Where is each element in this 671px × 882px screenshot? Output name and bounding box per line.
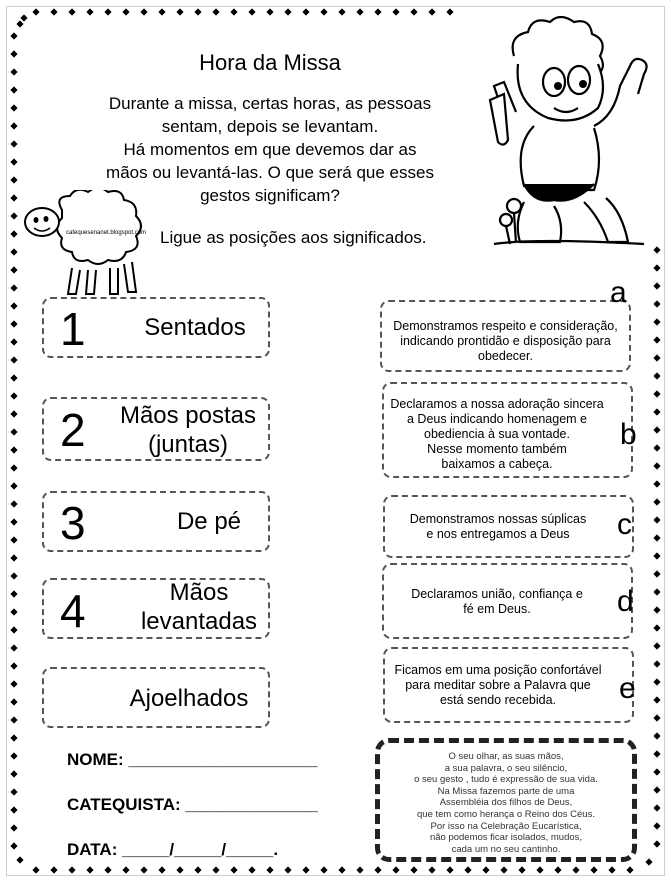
position-label-line: Ajoelhados: [129, 685, 249, 712]
border-diamond: [653, 840, 660, 847]
border-diamond: [176, 8, 183, 15]
meaning-line: obediencia à sua vontade.: [424, 427, 570, 441]
poem-line: o seu gesto , tudo é expressão de sua vida.: [414, 774, 598, 786]
border-diamond: [653, 408, 660, 415]
border-diamond: [653, 516, 660, 523]
meaning-line: fé em Deus.: [463, 602, 531, 616]
poem-line: não podemos ficar isolados, mudos,: [429, 832, 583, 844]
border-diamond: [10, 716, 17, 723]
border-diamond: [653, 318, 660, 325]
border-diamond: [10, 248, 17, 255]
border-diamond: [374, 8, 381, 15]
border-diamond: [608, 866, 615, 873]
meaning-text: [386, 587, 608, 617]
position-label: [124, 578, 274, 636]
border-diamond: [410, 866, 417, 873]
sheep-website-label: catequesenanet.blogspot.com: [66, 230, 147, 236]
meaning-text: [387, 663, 609, 708]
border-diamond: [230, 866, 237, 873]
border-diamond: [10, 410, 17, 417]
border-diamond: [653, 714, 660, 721]
border-diamond: [653, 804, 660, 811]
border-diamond: [16, 20, 23, 27]
border-diamond: [653, 750, 660, 757]
border-diamond: [10, 86, 17, 93]
border-diamond: [10, 788, 17, 795]
border-diamond: [32, 8, 39, 15]
poem-line: que tem como herança o Reino dos Céus.: [417, 808, 595, 820]
meaning-text: [384, 319, 627, 364]
border-diamond: [10, 824, 17, 831]
border-diamond: [266, 8, 273, 15]
border-diamond: [266, 866, 273, 873]
border-diamond: [158, 8, 165, 15]
position-label-line: Sentados: [144, 314, 246, 341]
meaning-line: e nos entregamos a Deus: [426, 527, 570, 541]
border-diamond: [158, 866, 165, 873]
border-diamond: [10, 842, 17, 849]
position-box-5[interactable]: [42, 667, 270, 728]
border-diamond: [10, 392, 17, 399]
border-diamond: [284, 866, 291, 873]
border-diamond: [653, 588, 660, 595]
position-label-line: Mãos: [169, 579, 229, 606]
border-diamond: [10, 806, 17, 813]
border-diamond: [10, 536, 17, 543]
border-diamond: [302, 8, 309, 15]
border-diamond: [653, 822, 660, 829]
meaning-line: Ficamos em uma posição confortável: [394, 663, 602, 677]
border-diamond: [10, 122, 17, 129]
border-diamond: [464, 866, 471, 873]
border-diamond: [653, 624, 660, 631]
border-diamond: [10, 662, 17, 669]
border-diamond: [10, 284, 17, 291]
meaning-box-c[interactable]: [383, 495, 634, 558]
border-diamond: [20, 14, 27, 21]
border-diamond: [653, 354, 660, 361]
border-diamond: [653, 282, 660, 289]
meaning-line: Demonstramos nossas súplicas: [409, 512, 587, 526]
border-diamond: [10, 518, 17, 525]
border-diamond: [302, 866, 309, 873]
border-diamond: [32, 866, 39, 873]
meaning-line: obedecer.: [478, 349, 533, 363]
intro-line: gestos significam?: [200, 186, 340, 205]
border-diamond: [653, 570, 660, 577]
meaning-letter-a: a: [610, 276, 627, 309]
border-diamond: [248, 8, 255, 15]
border-diamond: [392, 8, 399, 15]
position-number: 3: [60, 497, 86, 549]
position-label-line: De pé: [176, 508, 242, 535]
instruction-text: Ligue as posições aos significados.: [160, 228, 427, 247]
border-diamond: [500, 866, 507, 873]
border-diamond: [10, 482, 17, 489]
border-diamond: [176, 866, 183, 873]
border-diamond: [653, 462, 660, 469]
border-diamond: [50, 8, 57, 15]
name-field[interactable]: NOME: ____________________: [67, 750, 318, 769]
meaning-box-d[interactable]: [382, 563, 633, 639]
border-diamond: [16, 856, 23, 863]
border-diamond: [653, 444, 660, 451]
border-diamond: [645, 858, 652, 865]
border-diamond: [428, 866, 435, 873]
border-diamond: [10, 140, 17, 147]
border-diamond: [104, 8, 111, 15]
border-diamond: [10, 500, 17, 507]
border-diamond: [653, 480, 660, 487]
border-diamond: [10, 230, 17, 237]
position-label: [114, 684, 264, 713]
border-diamond: [122, 8, 129, 15]
meaning-line: baixamos a cabeça.: [441, 457, 553, 471]
border-diamond: [653, 732, 660, 739]
border-diamond: [212, 866, 219, 873]
poem-line: a sua palavra, o seu silêncio,: [444, 762, 568, 774]
meaning-line: indicando prontidão e disposição para: [400, 334, 611, 348]
border-diamond: [10, 104, 17, 111]
meaning-text: [387, 512, 609, 542]
border-diamond: [653, 336, 660, 343]
catechist-field[interactable]: CATEQUISTA: ______________: [67, 795, 318, 814]
position-label: [108, 401, 268, 459]
border-diamond: [10, 68, 17, 75]
border-diamond: [10, 644, 17, 651]
border-diamond: [10, 428, 17, 435]
position-label-line: (juntas): [147, 431, 229, 458]
meaning-text: [386, 397, 608, 472]
poem-line: Assembléia dos filhos de Deus,: [439, 797, 573, 809]
border-diamond: [10, 176, 17, 183]
border-diamond: [10, 302, 17, 309]
border-diamond: [10, 680, 17, 687]
border-diamond: [653, 786, 660, 793]
border-diamond: [10, 608, 17, 615]
border-diamond: [10, 320, 17, 327]
border-diamond: [356, 866, 363, 873]
border-diamond: [653, 660, 660, 667]
poem-line: Na Missa fazemos parte de uma: [437, 785, 575, 797]
border-diamond: [230, 8, 237, 15]
border-diamond: [10, 464, 17, 471]
border-diamond: [10, 374, 17, 381]
border-diamond: [653, 552, 660, 559]
sheep-illustration-icon: [22, 190, 152, 302]
position-number: 4: [60, 585, 86, 637]
meaning-box-b[interactable]: [382, 382, 633, 478]
border-diamond: [68, 866, 75, 873]
border-diamond: [653, 246, 660, 253]
border-diamond: [122, 866, 129, 873]
border-diamond: [446, 8, 453, 15]
border-diamond: [653, 498, 660, 505]
border-diamond: [428, 8, 435, 15]
position-box-3[interactable]: [42, 491, 270, 552]
border-diamond: [653, 642, 660, 649]
border-diamond: [446, 866, 453, 873]
position-label-line: levantadas: [140, 608, 258, 635]
meaning-letter-d: d: [617, 585, 634, 618]
border-diamond: [320, 8, 327, 15]
poem-line: O seu olhar, as suas mãos,: [448, 751, 564, 762]
border-diamond: [86, 8, 93, 15]
meaning-line: para meditar sobre a Palavra que: [405, 678, 591, 692]
border-diamond: [248, 866, 255, 873]
border-diamond: [653, 678, 660, 685]
boy-kneeling-pencil-icon: [484, 16, 654, 252]
border-diamond: [653, 696, 660, 703]
border-diamond: [212, 8, 219, 15]
meaning-line: a Deus indicando homenagem e: [407, 412, 587, 426]
border-diamond: [10, 212, 17, 219]
border-diamond: [590, 866, 597, 873]
meaning-line: está sendo recebida.: [439, 693, 557, 707]
border-diamond: [10, 554, 17, 561]
border-diamond: [653, 390, 660, 397]
border-diamond: [10, 32, 17, 39]
position-box-2[interactable]: [42, 397, 270, 461]
border-diamond: [10, 338, 17, 345]
border-diamond: [320, 866, 327, 873]
border-diamond: [10, 770, 17, 777]
border-diamond: [140, 8, 147, 15]
border-diamond: [356, 8, 363, 15]
border-diamond: [410, 8, 417, 15]
border-diamond: [10, 356, 17, 363]
position-label: [130, 313, 260, 342]
border-diamond: [284, 8, 291, 15]
border-diamond: [10, 734, 17, 741]
border-diamond: [572, 866, 579, 873]
border-diamond: [104, 866, 111, 873]
border-diamond: [653, 426, 660, 433]
meaning-line: Nesse momento também: [427, 442, 567, 456]
border-diamond: [10, 572, 17, 579]
border-diamond: [10, 698, 17, 705]
position-number: 1: [60, 303, 86, 355]
intro-line: Durante a missa, certas horas, as pessoas: [108, 94, 432, 113]
border-diamond: [50, 866, 57, 873]
border-diamond: [518, 866, 525, 873]
date-field[interactable]: DATA: _____/_____/_____.: [67, 840, 279, 859]
intro-line: sentam, depois se levantam.: [161, 117, 379, 136]
meaning-line: Demonstramos respeito e consideração,: [393, 319, 618, 333]
border-diamond: [194, 866, 201, 873]
border-diamond: [554, 866, 561, 873]
poem-line: cada um no seu cantinho.: [451, 843, 561, 855]
meaning-letter-c: c: [617, 508, 632, 541]
worksheet-title: Hora da Missa: [199, 50, 341, 75]
meaning-letter-e: e: [619, 672, 636, 705]
border-diamond: [653, 264, 660, 271]
border-diamond: [392, 866, 399, 873]
border-diamond: [626, 866, 633, 873]
meaning-box-e[interactable]: [383, 647, 634, 723]
border-diamond: [10, 266, 17, 273]
intro-line: mãos ou levantá-las. O que será que esses: [106, 163, 434, 182]
intro-line: Há momentos em que devemos dar as: [123, 140, 417, 159]
border-diamond: [536, 866, 543, 873]
meaning-box-a[interactable]: [380, 300, 631, 372]
border-diamond: [10, 626, 17, 633]
position-box-4[interactable]: [42, 578, 270, 639]
border-diamond: [10, 158, 17, 165]
border-diamond: [653, 768, 660, 775]
border-diamond: [86, 866, 93, 873]
poem-text: [384, 751, 628, 855]
position-box-1[interactable]: [42, 297, 270, 358]
position-label: [154, 507, 264, 536]
border-diamond: [10, 50, 17, 57]
meaning-letter-b: b: [620, 418, 637, 451]
border-diamond: [10, 194, 17, 201]
border-diamond: [653, 606, 660, 613]
border-diamond: [338, 8, 345, 15]
border-diamond: [10, 590, 17, 597]
meaning-line: Declaramos a nossa adoração sincera: [390, 397, 604, 411]
meaning-line: Declaramos união, confiança e: [411, 587, 583, 601]
border-diamond: [10, 752, 17, 759]
poem-line: Por isso na Celebração Eucarística,: [430, 820, 582, 832]
border-diamond: [140, 866, 147, 873]
border-diamond: [10, 446, 17, 453]
border-diamond: [653, 300, 660, 307]
border-diamond: [338, 866, 345, 873]
position-number: 2: [60, 404, 86, 456]
border-diamond: [194, 8, 201, 15]
border-diamond: [482, 866, 489, 873]
border-diamond: [653, 534, 660, 541]
border-diamond: [68, 8, 75, 15]
border-diamond: [374, 866, 381, 873]
position-label-line: Mãos postas: [119, 402, 257, 429]
border-diamond: [653, 372, 660, 379]
